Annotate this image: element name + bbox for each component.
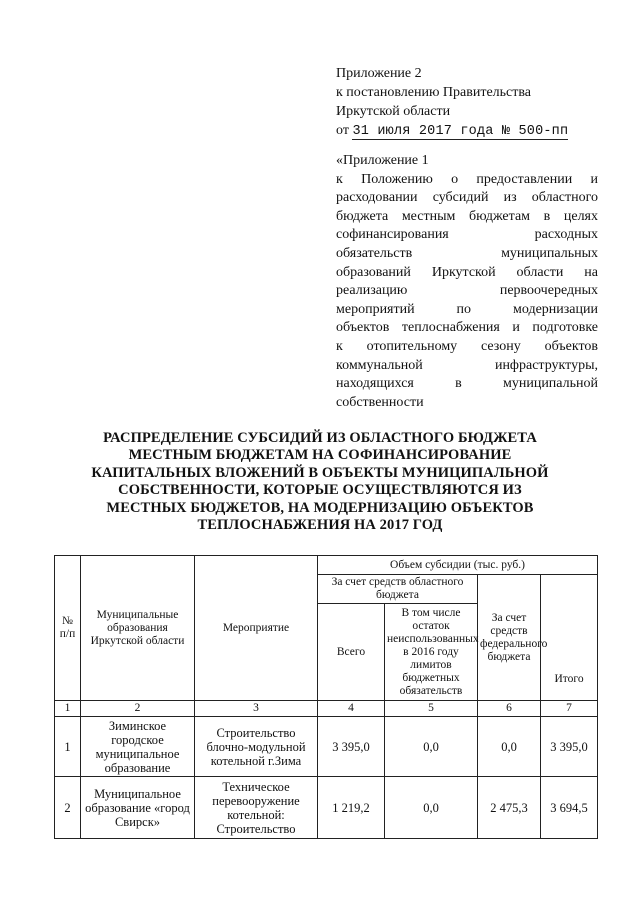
appendix-date: [336, 121, 598, 141]
column-number: 6: [478, 701, 541, 717]
appendix-region: Иркутской области: [336, 104, 451, 119]
row-grand-total: 3 395,0: [541, 717, 598, 777]
annex-reference: [336, 152, 598, 412]
annex-line: реализацию первоочередных: [336, 283, 598, 299]
row-municipality: Зиминское городское муниципальное образование: [81, 717, 195, 777]
annex-line: «Приложение 1: [336, 153, 429, 168]
column-number: 5: [385, 701, 478, 717]
row-total: 1 219,2: [318, 777, 385, 839]
annex-line: находящихся в муниципальной: [336, 376, 598, 392]
annex-line: бюджета местным бюджетам в целях: [336, 208, 598, 224]
row-num: 2: [55, 777, 81, 839]
header-federal-funds: За счет средств федерального бюджета: [478, 575, 541, 701]
row-measure: Строительство блочно-модульной котельной г.Зима: [195, 717, 318, 777]
column-number: 3: [195, 701, 318, 717]
subsidy-table: [54, 555, 598, 839]
row-municipality: Муниципальное образование «город Свирск»: [81, 777, 195, 839]
annex-line: обязательств муниципальных: [336, 245, 598, 261]
annex-line: к отопительному сезону объектов: [336, 338, 598, 354]
appendix-header: [336, 64, 598, 141]
row-federal: 2 475,3: [478, 777, 541, 839]
annex-line: мероприятий по модернизации: [336, 301, 598, 317]
row-total: 3 395,0: [318, 717, 385, 777]
annex-line: софинансирования расходных: [336, 227, 598, 243]
header-total: Всего: [318, 604, 385, 701]
table-row: [55, 777, 598, 839]
annex-line: объектов теплоснабжения и подготовке: [336, 320, 598, 336]
row-unused: 0,0: [385, 717, 478, 777]
header-subsidy-volume: Объем субсидии (тыс. руб.): [318, 556, 598, 575]
row-grand-total: 3 694,5: [541, 777, 598, 839]
row-num: 1: [55, 717, 81, 777]
document-title: РАСПРЕДЕЛЕНИЕ СУБСИДИЙ ИЗ ОБЛАСТНОГО БЮДЖЕТА МЕСТНЫМ БЮДЖЕТАМ НА СОФИНАНСИРОВАНИЕ КАПИТАЛЬНЫХ ВЛОЖЕНИЙ В ОБЪЕКТЫ МУНИЦИПАЛЬНОЙ СОБСТВЕННОСТИ, КОТОРЫЕ ОСУЩЕСТВЛЯЮТСЯ ИЗ МЕСТНЫХ БЮДЖЕТОВ, НА МОДЕРНИЗАЦИЮ ОБЪЕКТОВ ТЕПЛОСНАБЖЕНИЯ НА 2017 ГОД: [91, 430, 549, 534]
decree-date-number: 31 июля 2017 года № 500-пп: [352, 124, 569, 139]
annex-line: коммунальной инфраструктуры,: [336, 357, 598, 373]
annex-line: образований Иркутской области на: [336, 264, 598, 280]
header-grand-total: Итого: [541, 575, 598, 701]
header-regional-funds: За счет средств областного бюджета: [318, 575, 478, 604]
annex-line: собственности: [336, 394, 424, 410]
annex-line: расходовании субсидий из областного: [336, 190, 598, 206]
appendix-decree: к постановлению Правительства: [336, 85, 532, 100]
date-prefix: от: [336, 123, 349, 138]
column-number: 7: [541, 701, 598, 717]
column-number: 4: [318, 701, 385, 717]
column-number: 2: [81, 701, 195, 717]
row-measure: Техническое перевооружение котельной: Строительство: [195, 777, 318, 839]
header-unused-balance: В том числе остаток неиспользованных в 2016 году лимитов бюджетных обязательств: [385, 604, 478, 701]
column-number: 1: [55, 701, 81, 717]
header-num: № п/п: [55, 556, 81, 701]
table-row: [55, 717, 598, 777]
row-federal: 0,0: [478, 717, 541, 777]
annex-line: к Положению о предоставлении и: [336, 171, 598, 187]
header-municipality: Муниципальные образования Иркутской области: [81, 556, 195, 701]
appendix-number: Приложение 2: [336, 66, 422, 81]
header-measure: Мероприятие: [195, 556, 318, 701]
row-unused: 0,0: [385, 777, 478, 839]
